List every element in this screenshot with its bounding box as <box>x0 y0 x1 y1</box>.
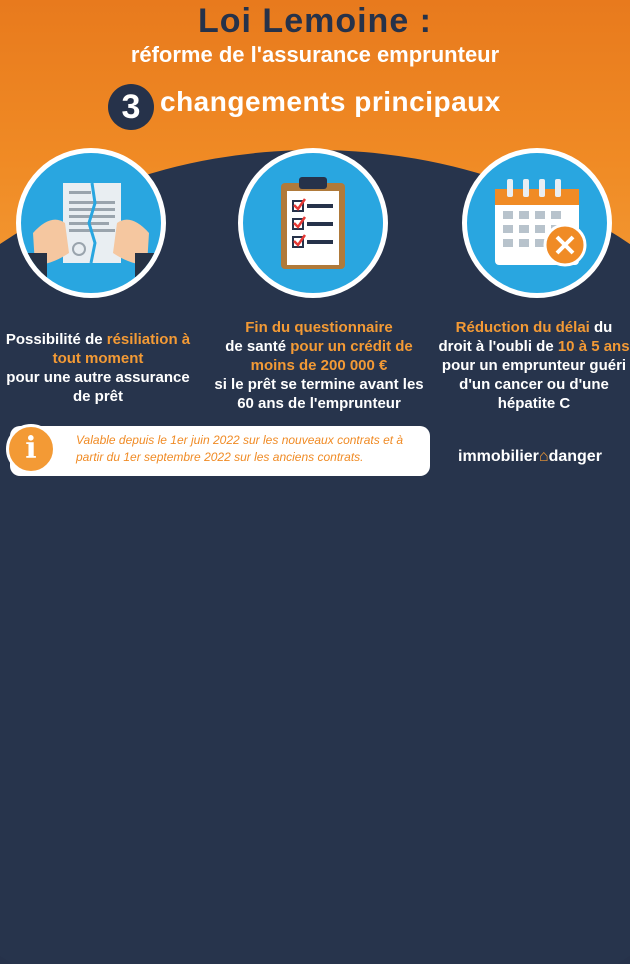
change-1-intro: Possibilité de <box>5 331 107 348</box>
brand-logo <box>458 448 602 466</box>
change-2-text-1: de santé <box>225 338 291 355</box>
subtitle: réforme de l'assurance emprunteur <box>130 42 500 67</box>
info-icon: i <box>6 424 56 474</box>
house-icon: ⌂ <box>538 448 549 465</box>
calendar-circle <box>462 148 612 298</box>
change-3-rest: pour un emprunteur guéri d'un cancer ou d'une hépatite C <box>441 357 627 412</box>
change-3-text <box>438 318 630 413</box>
change-3-highlight-2: 10 à 5 ans <box>557 338 630 355</box>
change-3-text-1: du droit à l'oubli de <box>438 319 613 355</box>
change-1-highlight: résiliation à tout moment <box>52 331 191 367</box>
calendar-cross-icon <box>467 153 607 293</box>
change-2-rest: si le prêt se termine avant les 60 ans de l'emprunteur <box>214 376 424 412</box>
contract-circle <box>16 148 166 298</box>
logo-text-immobilier: immobilier <box>458 448 539 465</box>
change-2-text <box>208 318 430 413</box>
changes-heading: changements principaux <box>160 86 501 117</box>
clipboard-checklist-icon <box>243 153 383 293</box>
main-title: Loi Lemoine : <box>198 2 432 40</box>
change-1-text <box>0 330 196 406</box>
change-3-highlight-1: Réduction du délai <box>455 319 590 336</box>
change-2-highlight-1: Fin du questionnaire <box>245 319 393 336</box>
info-text: Valable depuis le 1er juin 2022 sur les nouveaux contrats et à partir du 1er septembre 2022 sur les anciens contrats. <box>76 433 404 464</box>
clipboard-circle <box>238 148 388 298</box>
number-badge: 3 <box>108 84 154 130</box>
change-2-highlight-2: pour un crédit de moins de 200 000 € <box>250 338 413 374</box>
contract-icon <box>21 153 161 293</box>
change-1-rest: pour une autre assurance de prêt <box>6 369 190 405</box>
logo-text-danger: danger <box>548 448 602 465</box>
